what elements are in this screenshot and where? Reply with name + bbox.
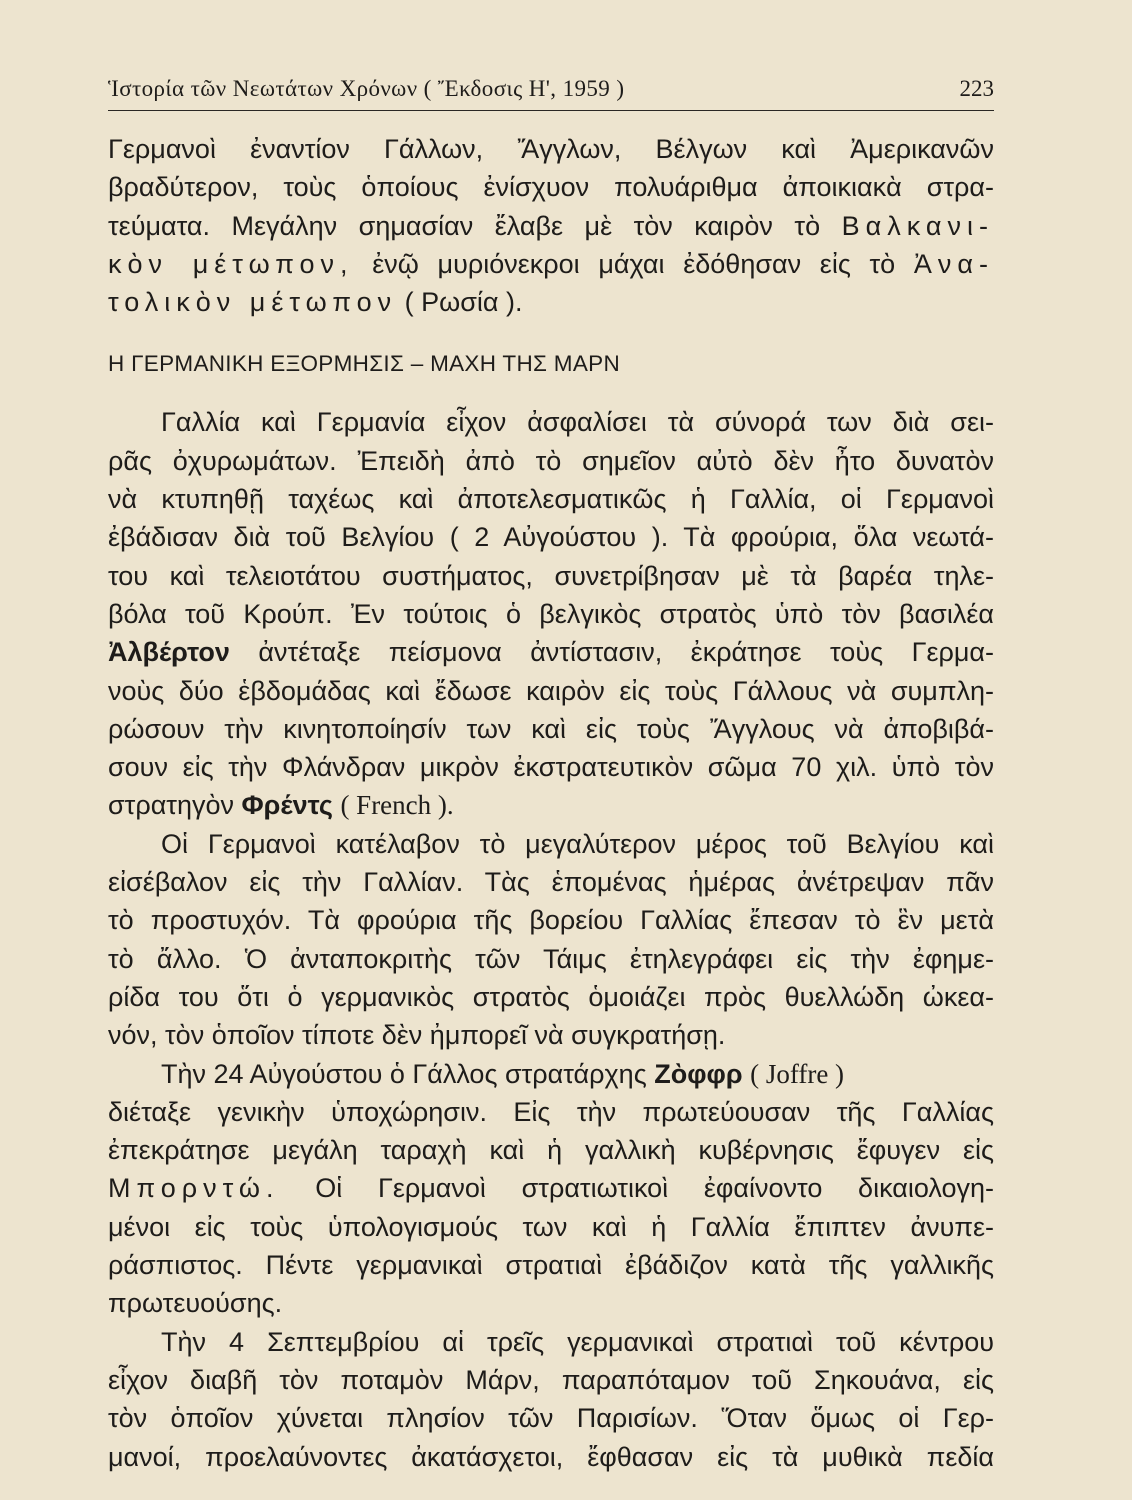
bold-name: Φρέντς xyxy=(241,790,333,821)
text-line: ράσπιστος. Πέντε γερμανικαὶ στρατιαὶ ἐβάδιζον κατὰ τῆς γαλλικῆς xyxy=(108,1250,994,1281)
text-line xyxy=(108,207,994,245)
paragraph-3 xyxy=(108,1055,994,1323)
bold-name: Ἀλβέρτον xyxy=(108,637,230,668)
text-line: τὸν ὁποῖον χύνεται πλησίον τῶν Παρισίων. Ὅταν ὅμως οἱ Γερ- xyxy=(108,1403,994,1434)
page-body xyxy=(108,130,994,1476)
text-line: Οἱ Γερμανοὶ κατέλαβον τὸ μεγαλύτερον μέρος τοῦ Βελγίου καὶ xyxy=(161,828,994,859)
text-line: πρωτευούσης. xyxy=(108,1288,283,1319)
text-line: ρώσουν τὴν κινητοποίησίν των καὶ εἰς τοὺς Ἄγγλους νὰ ἀποβιβά- xyxy=(108,713,994,744)
spaced-term: Βαλκανι- xyxy=(841,210,994,241)
text-line xyxy=(108,245,994,283)
spaced-term: Ἀνα- xyxy=(913,248,994,279)
text-line: ἐπεκράτησε μεγάλη ταραχὴ καὶ ἡ γαλλικὴ κυβέρνησις ἔφυγεν εἰς xyxy=(108,1135,994,1166)
text-line xyxy=(108,1169,994,1207)
text-line: βόλα τοῦ Κρούπ. Ἐν τούτοις ὁ βελγικὸς στρατὸς ὑπὸ τὸν βασιλέα xyxy=(108,598,994,629)
text-segment: ( Joffre ) xyxy=(750,1058,845,1089)
paragraph-1 xyxy=(108,403,994,824)
intro-paragraph xyxy=(108,130,994,321)
bold-name: Ζὸφφρ xyxy=(654,1058,743,1089)
text-line: ρᾶς ὀχυρωμάτων. Ἐπειδὴ ἀπὸ τὸ σημεῖον αὐτὸ δὲν ἦτο δυνατὸν xyxy=(108,445,994,476)
text-segment: Τὴν 24 Αὐγούστου ὁ Γάλλος στρατάρχης xyxy=(161,1058,647,1089)
text-line: εἰσέβαλον εἰς τὴν Γαλλίαν. Τὰς ἑπομένας ἡμέρας ἀνέτρεψαν πᾶν xyxy=(108,867,994,898)
text-segment: ( French ). xyxy=(340,790,454,821)
text-segment: Οἱ Γερμανοὶ στρατιωτικοὶ ἐφαίνοντο δικαιολογη- xyxy=(315,1173,994,1204)
section-heading: Η ΓΕΡΜΑΝΙΚΗ ΕΞΟΡΜΗΣΙΣ – ΜΑΧΗ ΤΗΣ ΜΑΡΝ xyxy=(108,351,620,377)
text-line xyxy=(108,786,994,824)
text-segment: τεύματα. Μεγάλην σημασίαν ἔλαβε μὲ τὸν καιρὸν τὸ xyxy=(108,210,821,241)
text-line: σουν εἰς τὴν Φλάνδραν μικρὸν ἐκστρατευτικὸν σῶμα 70 χιλ. ὑπὸ τὸν xyxy=(108,752,994,783)
text-line: νοὺς δύο ἑβδομάδας καὶ ἔδωσε καιρὸν εἰς τοὺς Γάλλους νὰ συμπλη- xyxy=(108,675,994,706)
text-line: Γερμανοὶ ἐναντίον Γάλλων, Ἄγγλων, Βέλγων καὶ Ἀμερικανῶν xyxy=(108,134,994,164)
page-number: 223 xyxy=(959,76,994,101)
text-line: νόν, τὸν ὁποῖον τίποτε δὲν ἠμπορεῖ νὰ συγκρατήσῃ. xyxy=(108,1020,726,1051)
running-title: Ἱστορία τῶν Νεωτάτων Χρόνων ( Ἔκδοσις Η', 1959 ) xyxy=(108,76,625,101)
text-line: τὸ ἄλλο. Ὁ ἀνταποκριτὴς τῶν Τάιμς ἐτηλεγράφει εἰς τὴν ἐφημε- xyxy=(108,943,994,974)
text-segment: στρατηγὸν xyxy=(108,790,234,821)
text-line xyxy=(108,1055,994,1093)
text-line: ρίδα του ὅτι ὁ γερμανικὸς στρατὸς ὁμοιάζει πρὸς θυελλώδη ὠκεα- xyxy=(108,981,994,1012)
text-line: βραδύτερον, τοὺς ὁποίους ἐνίσχυον πολυάριθμα ἀποικιακὰ στρα- xyxy=(108,172,994,203)
paragraph-4 xyxy=(108,1323,994,1476)
text-line: μανοί, προελαύνοντες ἀκατάσχετοι, ἔφθασαν εἰς τὰ μυθικὰ πεδία xyxy=(108,1441,994,1472)
text-line xyxy=(108,283,994,321)
text-segment: ἐνῷ μυριόνεκροι μάχαι ἐδόθησαν εἰς τὸ xyxy=(372,248,896,279)
text-line xyxy=(108,633,994,671)
text-line: Γαλλία καὶ Γερμανία εἶχον ἀσφαλίσει τὰ σύνορά των διὰ σει- xyxy=(161,407,994,438)
text-line: του καὶ τελειοτάτου συστήματος, συνετρίβησαν μὲ τὰ βαρέα τηλε- xyxy=(108,560,994,591)
text-segment: ἀντέταξε πείσμονα ἀντίστασιν, ἐκράτησε τοὺς Γερμα- xyxy=(258,637,994,668)
text-line: μένοι εἰς τοὺς ὑπολογισμούς των καὶ ἡ Γαλλία ἔπιπτεν ἀνυπε- xyxy=(108,1211,994,1242)
text-line: εἶχον διαβῆ τὸν ποταμὸν Μάρν, παραπόταμον τοῦ Σηκουάνα, εἰς xyxy=(108,1364,994,1395)
text-line: διέταξε γενικὴν ὑποχώρησιν. Εἰς τὴν πρωτεύουσαν τῆς Γαλλίας xyxy=(108,1096,994,1127)
text-line: νὰ κτυπηθῇ ταχέως καὶ ἀποτελεσματικῶς ἡ Γαλλία, οἱ Γερμανοὶ xyxy=(108,484,994,515)
text-line: τὸ προστυχόν. Τὰ φρούρια τῆς βορείου Γαλλίας ἔπεσαν τὸ ἓν μετὰ xyxy=(108,905,994,936)
text-line: Τὴν 4 Σεπτεμβρίου αἱ τρεῖς γερμανικαὶ στρατιαὶ τοῦ κέντρου xyxy=(161,1326,994,1357)
page-header xyxy=(108,72,994,111)
text-line: ἐβάδισαν διὰ τοῦ Βελγίου ( 2 Αὐγούστου ). Τὰ φρούρια, ὅλα νεωτά- xyxy=(108,522,994,553)
spaced-term: τολικὸν μέτωπον xyxy=(108,287,398,318)
spaced-term: κὸν μέτωπον, xyxy=(108,248,354,279)
text-segment: ( Ρωσία ). xyxy=(404,287,523,318)
spaced-term: Μπορντώ. xyxy=(108,1173,280,1204)
paragraph-2 xyxy=(108,825,994,1055)
